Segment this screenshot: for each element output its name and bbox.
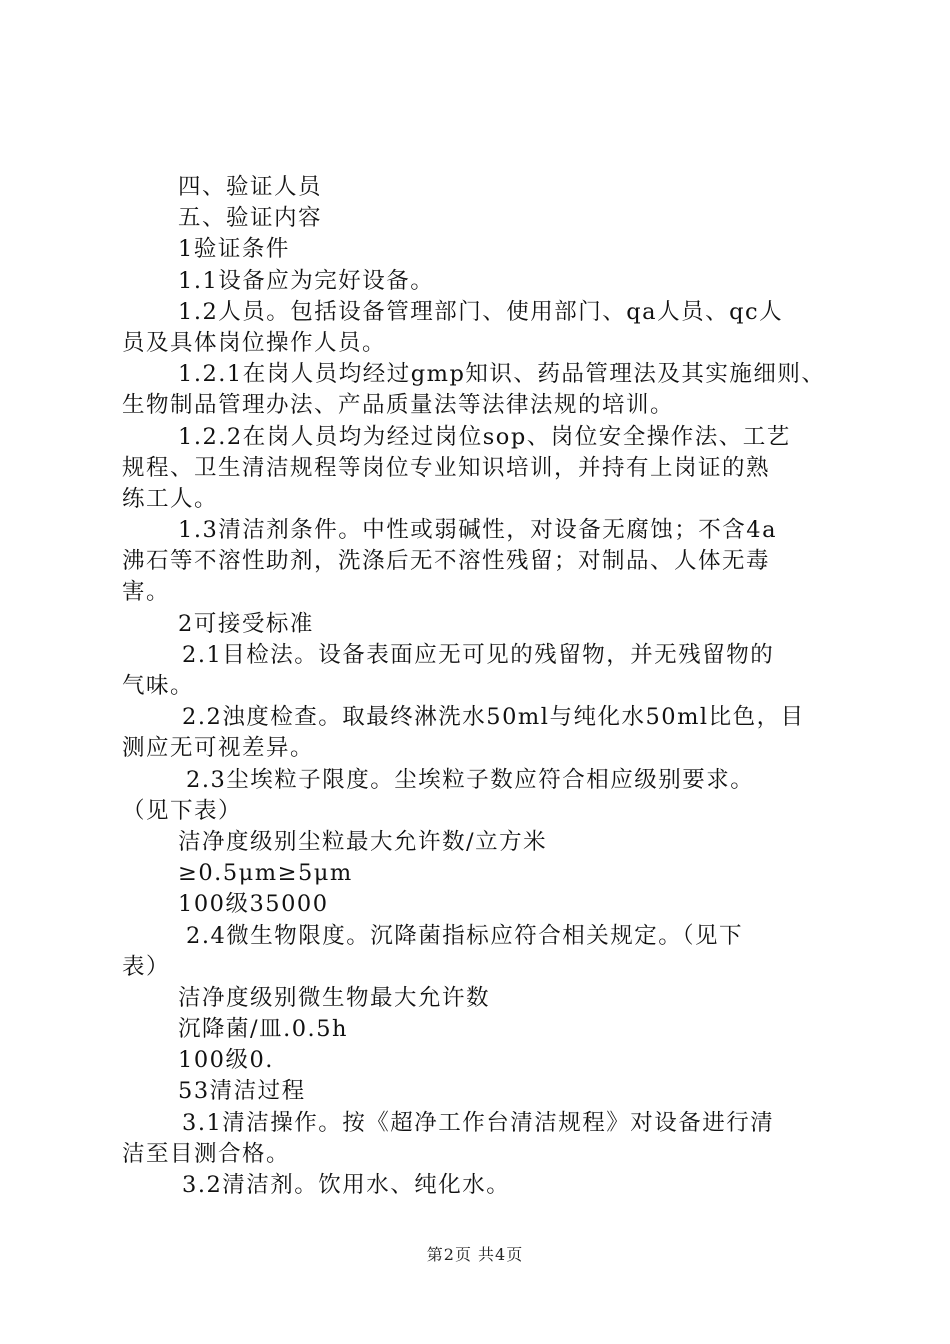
paragraph-line: 测应无可视差异。 [122,735,315,762]
paragraph-line: 2.4微生物限度。沉降菌指标应符合相关规定。（见下 [186,922,744,949]
paragraph-line: 3.1清洁操作。按《超净工作台清洁规程》对设备进行清 [182,1109,775,1136]
paragraph-line: 1.2.2在岗人员均为经过岗位sop、岗位安全操作法、工艺 [178,423,791,450]
paragraph-line: 练工人。 [122,485,219,512]
page-footer: 第2页 共4页 [426,1245,524,1264]
table-line: 100级35000 [178,891,329,918]
subsection-heading: 1验证条件 [178,236,290,263]
document-body [122,172,836,1201]
paragraph-line: 2.1目检法。设备表面应无可见的残留物，并无残留物的 [182,641,775,668]
paragraph-line: 2.2浊度检查。取最终淋洗水50ml与纯化水50ml比色，目 [182,704,805,731]
paragraph-line: 规程、卫生清洁规程等岗位专业知识培训，并持有上岗证的熟 [122,454,771,481]
paragraph-line: 害。 [122,579,171,606]
subsection-heading: 2可接受标准 [178,610,314,637]
paragraph-line: 1.2人员。包括设备管理部门、使用部门、qa人员、qc人 [178,298,784,325]
table-header-line: 洁净度级别尘粒最大允许数/立方米 [178,828,548,855]
paragraph-line: 3.2清洁剂。饮用水、纯化水。 [182,1172,511,1198]
table-line: 100级0. [178,1047,274,1074]
paragraph-line: 1.2.1在岗人员均经过gmp知识、药品管理法及其实施细则、 [178,361,826,388]
paragraph-line: 1.3清洁剂条件。中性或弱碱性，对设备无腐蚀；不含4a [178,517,778,544]
table-header-line: 洁净度级别微生物最大允许数 [178,984,491,1011]
paragraph-line: （见下表） [122,797,243,824]
paragraph-line: 2.3尘埃粒子限度。尘埃粒子数应符合相应级别要求。 [186,766,755,793]
paragraph-line: 沸石等不溶性助剂，洗涤后无不溶性残留；对制品、人体无毒 [122,548,771,575]
section-heading-personnel: 四、验证人员 [178,174,323,200]
subsection-heading: 53清洁过程 [178,1078,306,1105]
paragraph-line: 洁至目测合格。 [122,1140,291,1167]
table-line: ≥0.5μm≥5μm [178,860,353,887]
table-line: 沉降菌/皿.0.5h [178,1016,349,1043]
paragraph-line: 生物制品管理办法、产品质量法等法律法规的培训。 [122,392,675,419]
paragraph-line: 气味。 [122,673,195,699]
section-heading-content: 五、验证内容 [178,205,323,232]
paragraph-line: 1.1设备应为完好设备。 [178,267,435,294]
paragraph-line: 表） [122,953,171,980]
paragraph-line: 员及具体岗位操作人员。 [122,329,387,356]
